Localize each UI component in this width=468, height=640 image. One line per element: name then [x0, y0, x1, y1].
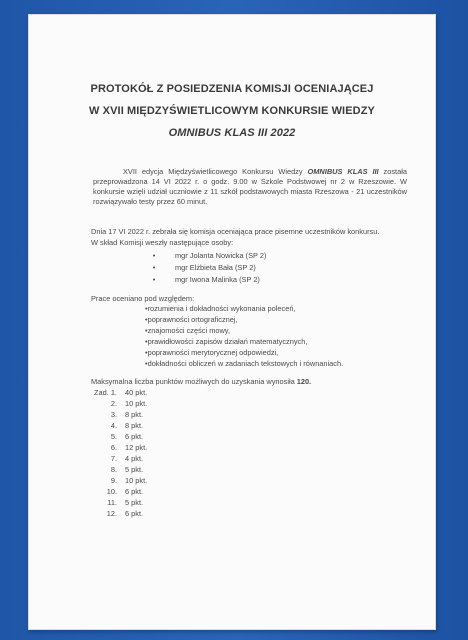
- criteria-item: •prawidłowości zapisów działań matematycznych,: [145, 337, 308, 346]
- criteria-item: •poprawności ortograficznej,: [145, 315, 238, 324]
- title-line-2: W XVII MIĘDZYŚWIETLICOWYM KONKURSIE WIEDZY: [89, 105, 375, 117]
- task-number: 6.: [110, 443, 117, 452]
- intro-text-end: została przeprowadzona 14 VI 2022 r. o godz. 9.00 w Szkole Podstwowej nr 2 w Rzeszowie. W konkursie wzięli udział uczniowie z 11 szkół podstawowych miasta Rzeszowa - 21 uczestników rozwiązywało testy przez 60 minut.: [93, 167, 407, 206]
- criteria-item: •dokładności obliczeń w zadaniach tekstowych i równaniach.: [145, 359, 344, 368]
- member-name: mgr Iwona Malinka (SP 2): [175, 275, 260, 284]
- task-points: 10 pkt.: [125, 399, 148, 408]
- commission-line-2: W skład Komisji weszły następujące osoby:: [91, 238, 234, 247]
- task-row: [91, 498, 143, 507]
- member-name: mgr Jolanta Nowicka (SP 2): [175, 251, 267, 260]
- task-number: 2.: [110, 399, 117, 408]
- task-row: [91, 476, 147, 485]
- task-points: 6 pkt.: [125, 487, 144, 496]
- task-row: [91, 421, 143, 430]
- title-line-3: OMNIBUS KLAS III 2022: [168, 127, 296, 139]
- task-points: 6 pkt.: [125, 509, 144, 518]
- task-points: 12 pkt.: [125, 443, 148, 452]
- task-number: 3.: [110, 410, 117, 419]
- task-number: 7.: [110, 454, 117, 463]
- criteria-item: •znajomości części mowy,: [145, 326, 230, 335]
- bullet: •: [152, 251, 156, 260]
- points-heading-text: Maksymalna liczba punktów możliwych do uzyskania wynosiła: [91, 377, 297, 386]
- task-points: 6 pkt.: [125, 432, 144, 441]
- task-row: [91, 487, 143, 496]
- member-item: [145, 263, 256, 272]
- intro-bold-name: OMNIBUS KLAS III: [307, 167, 379, 176]
- title-line-1: PROTOKÓŁ Z POSIEDZENIA KOMISJI OCENIAJĄCEJ: [90, 83, 374, 95]
- task-points: 4 pkt.: [125, 454, 144, 463]
- task-row: [91, 454, 143, 463]
- member-name: mgr Elżbieta Bała (SP 2): [175, 263, 256, 272]
- task-row: [91, 399, 147, 408]
- task-row: [91, 388, 147, 397]
- intro-paragraph: [93, 167, 407, 207]
- task-number: 5.: [110, 432, 117, 441]
- task-points: 5 pkt.: [125, 498, 144, 507]
- criteria-item: •rozumienia i dokładności wykonania poleceń,: [145, 304, 296, 313]
- criteria-heading: Prace oceniano pod względem:: [91, 294, 195, 303]
- task-row: [91, 443, 147, 452]
- document-page: [28, 14, 436, 630]
- criteria-item: •poprawności merytorycznej odpowiedzi,: [145, 348, 279, 357]
- task-number: 10.: [106, 487, 117, 496]
- member-item: [145, 275, 260, 284]
- task-row: [91, 509, 143, 518]
- bullet: •: [152, 275, 156, 284]
- bullet: •: [152, 263, 156, 272]
- intro-text-start: XVII edycja Międzyświetlicowego Konkursu Wiedzy: [123, 167, 308, 176]
- member-item: [145, 251, 266, 260]
- task-row: [91, 432, 143, 441]
- commission-line-1: Dnia 17 VI 2022 r. zebrała się komisja oceniająca prace pisemne uczestników konkursu.: [91, 227, 380, 236]
- task-number: Zad. 1.: [93, 388, 117, 397]
- task-row: [91, 465, 143, 474]
- task-number: 12.: [106, 509, 117, 518]
- task-number: 11.: [107, 498, 117, 507]
- task-points: 8 pkt.: [125, 421, 144, 430]
- task-number: 8.: [110, 465, 117, 474]
- points-max: 120.: [296, 377, 312, 386]
- task-points: 5 pkt.: [125, 465, 144, 474]
- points-heading: [91, 377, 311, 386]
- task-points: 10 pkt.: [125, 476, 148, 485]
- task-row: [91, 410, 143, 419]
- task-number: 4.: [110, 421, 117, 430]
- task-points: 40 pkt.: [125, 388, 148, 397]
- task-number: 9.: [110, 476, 117, 485]
- task-points: 8 pkt.: [125, 410, 144, 419]
